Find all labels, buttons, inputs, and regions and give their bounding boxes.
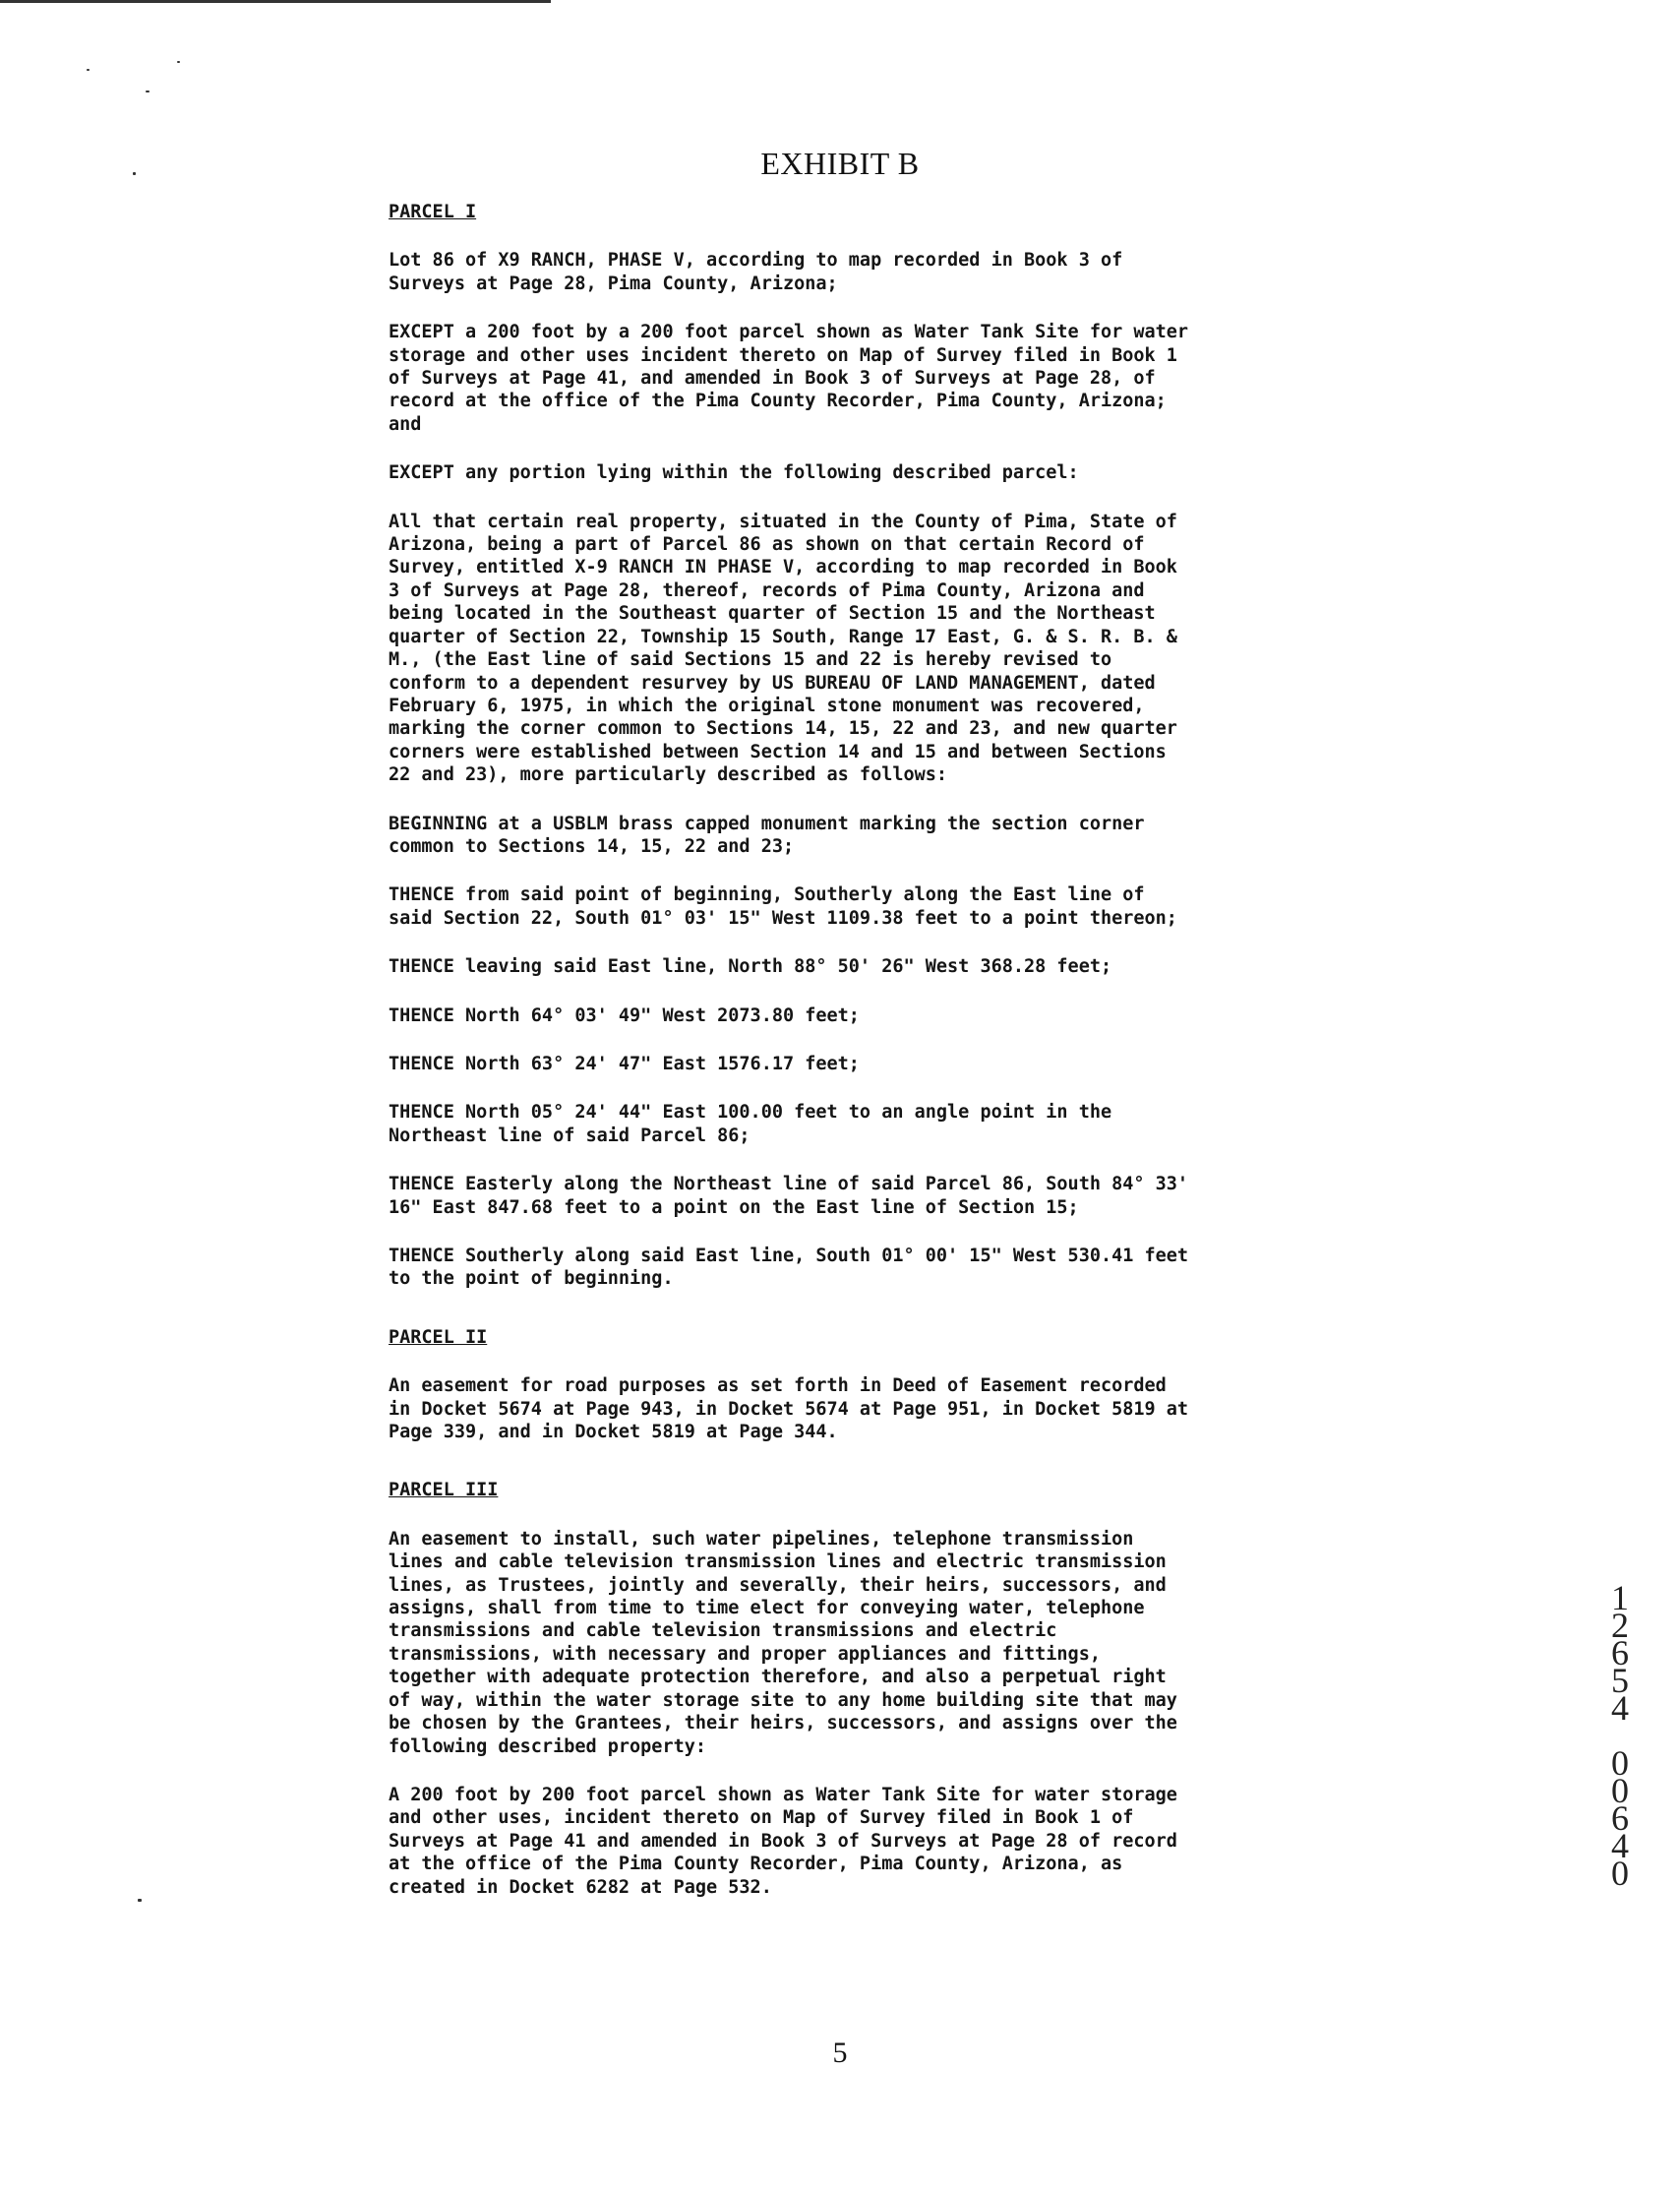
document-title: EXHIBIT B [760, 146, 920, 181]
scan-speck [138, 1899, 142, 1902]
section-heading: PARCEL II [389, 1326, 488, 1348]
paragraph: THENCE Easterly along the Northeast line of said Parcel 86, South 84° 33' 16" East 847.68 feet to a point on the East line of Section 15; [389, 1174, 1189, 1218]
paragraph: THENCE North 63° 24' 47" East 1576.17 feet; [389, 1053, 860, 1074]
paragraph: THENCE from said point of beginning, Southerly along the East line of said Section 22, South 01° 03' 15" West 1109.38 feet to a point thereon; [389, 884, 1177, 929]
paragraph: All that certain real property, situated in the County of Pima, State of Arizona, being a part of Parcel 86 as shown on that certain Record of Survey, entitled X-9 RANCH IN PHASE V, according to map recorded in Book 3 of Surveys at Page 28, thereof, records of Pima County, Arizona and being located in the Southeast quarter of Section 15 and the Northeast quarter of Section 22, Township 15 South, Range 17 East, G. & S. R. B. & M., (the East line of said Sections 15 and 22 is hereby revised to conform to a dependent resurvey by US BUREAU OF LAND MANAGEMENT, dated February 6, 1975, in which the original stone monument was recovered, marking the corner common to Sections 14, 15, 22 and 23, and new quarter corners were established between Section 14 and 15 and between Sections 22 and 23), more particularly described as follows: [389, 511, 1177, 786]
paragraph: BEGINNING at a USBLM brass capped monument marking the section corner common to Sections 14, 15, 22 and 23; [389, 813, 1145, 857]
paragraph: An easement for road purposes as set forth in Deed of Easement recorded in Docket 5674 at Page 943, in Docket 5674 at Page 951, in Docket 5819 at Page 339, and in Docket 5819 at Page 344. [389, 1375, 1189, 1443]
scan-speck [146, 91, 150, 92]
section-heading: PARCEL III [389, 1480, 499, 1501]
paragraph: An easement to install, such water pipelines, telephone transmission lines and cable television transmission lines and electric transmission lines, as Trustees, jointly and severally, their heirs, successors, and assigns, shall from time to time elect for conveying water, telephone transmissions and cable television transmissions and electric transmissions, with necessary and proper appliances and fittings, together with adequate protection therefore, and also a perpetual right of way, within the water storage site to any home building site that may be chosen by the Grantees, their heirs, successors, and assigns over the following described property: [389, 1528, 1177, 1757]
page-number: 5 [832, 2037, 848, 2069]
paragraph: THENCE North 05° 24' 44" East 100.00 feet to an angle point in the Northeast line of said Parcel 86; [389, 1102, 1112, 1146]
paragraph: THENCE leaving said East line, North 88° 50' 26" West 368.28 feet; [389, 956, 1112, 978]
scan-edge-line [0, 0, 551, 3]
paragraph: THENCE North 64° 03' 49" West 2073.80 feet; [389, 1004, 860, 1026]
paragraph: EXCEPT a 200 foot by a 200 foot parcel shown as Water Tank Site for water storage and other uses incident thereto on Map of Survey filed in Book 1 of Surveys at Page 41, and amended in Book 3 of Surveys at Page 28, of record at the office of the Pima County Recorder, Pima County, Arizona; and [389, 322, 1189, 435]
side-document-number: 1 2 6 5 4 0 0 6 4 0 [1611, 1578, 1629, 1893]
paragraph: THENCE Southerly along said East line, South 01° 00' 15" West 530.41 feet to the point of beginning. [389, 1246, 1189, 1290]
document-body [389, 201, 1274, 1899]
section-heading: PARCEL I [389, 202, 477, 222]
paragraph: A 200 foot by 200 foot parcel shown as Water Tank Site for water storage and other uses, incident thereto on Map of Survey filed in Book 1 of Surveys at Page 41 and amended in Book 3 of Surveys at Page 28 of record at the office of the Pima County Recorder, Pima County, Arizona, as created in Docket 6282 at Page 532. [389, 1784, 1177, 1898]
paragraph: EXCEPT any portion lying within the following described parcel: [389, 462, 1079, 484]
paragraph: Lot 86 of X9 RANCH, PHASE V, according to map recorded in Book 3 of Surveys at Page 28, Pima County, Arizona; [389, 250, 1123, 294]
scan-speck [87, 69, 90, 71]
scan-speck [177, 61, 180, 63]
